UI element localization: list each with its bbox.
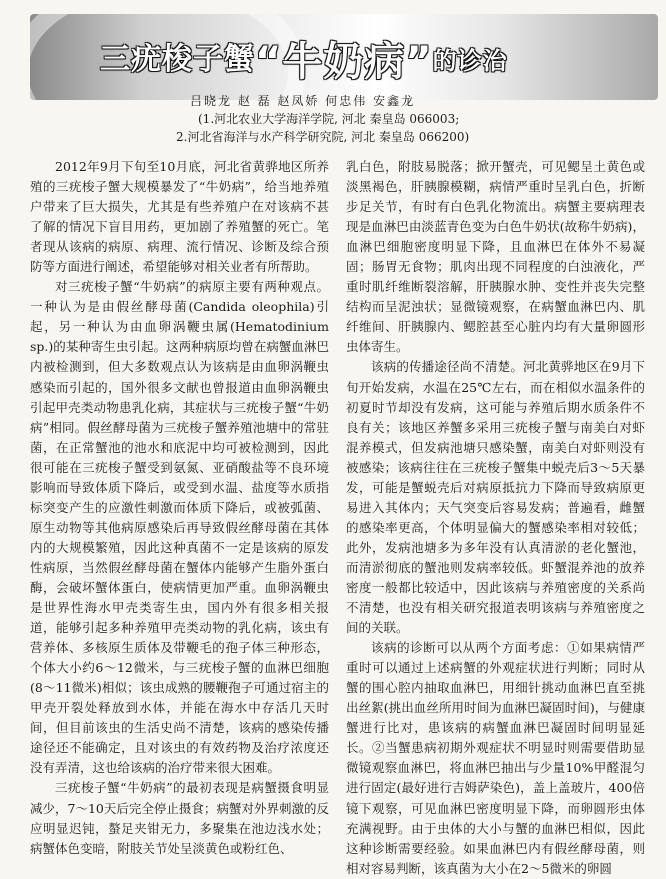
paragraph-intro: 2012年9月下旬至10月底，河北省黄骅地区所养殖的三疣梭子蟹大规模暴发了“牛奶病”，给当地养殖户带来了巨大损失，尤其是有些养殖户在对该病不甚了解的情况下盲目用药，更加剧了养殖蟹的死亡。笔者现从该病的病原、病理、流行情况、诊断及综合预防等方面进行阐述，希望能够对相关业者有所帮助。 [30,159,329,275]
author-line: 吕晓龙 赵 磊 赵凤娇 何忠伟 安鑫龙 [190,94,416,108]
title-part-treatment: 的诊治 [432,47,508,75]
title-quote-close: ” [405,39,433,85]
paragraph-diagnosis: 该病的诊断可以从两个方面考虑：①如果病情严重时可以通过上述病蟹的外观症状进行判断；同时从蟹的围心腔内抽取血淋巴，用细针挑动血淋巴直至挑出丝絮(挑出血丝所用时间为血淋巴凝固时间)，与健康蟹进行比对，患该病的病蟹血淋巴凝固时间明显延长。②当蟹患病初期外观症状不明显时则需要借助显微镜观察血淋巴，将血淋巴抽出与少量10%甲醛混匀进行固定(最好进行吉姆萨染色)，盖上盖玻片，400倍镜下观察，可见血淋巴密度明显下降，而卵圆形虫体充满视野。由于虫体的大小与蟹的血淋巴相似，因此这种诊断需要经验。如果血淋巴内有假丝酵母菌，则相对容易判断，该真菌为大小在2～5微米的卵圆 [346,640,645,876]
body-column-left [30,157,329,855]
paragraph-epidemiology: 该病的传播途径尚不清楚。河北黄骅地区在9月下旬开始发病，水温在25℃左右，而在相似水温条件的初夏时节却没有发病，这可能与养殖后期水质条件不良有关；该地区养蟹多采用三疣梭子蟹与南美白对虾混养模式，但发病池塘只感染蟹，南美白对虾则没有被感染；该病往往在三疣梭子蟹集中蜕壳后3～5天暴发，可能是蟹蜕壳后对病原抵抗力下降而导致病原更易进入其体内；天气突变后容易发病；普遍看，雌蟹的感染率更高，个体明显偏大的蟹感染率相对较低；此外，发病池塘多为多年没有认真清淤的老化蟹池，而清淤彻底的蟹池则发病率较低。虾蟹混养池的放养密度一般都比较适中，因此该病与养殖密度的关系尚不清楚，也没有相关研究报道表明该病与养殖密度之间的关联。 [346,359,645,636]
title-part-disease: 牛奶病 [282,39,406,85]
paragraph-pathology: 乳白色，附肢易脱落；掀开蟹壳，可见鳃呈土黄色或淡黑褐色，肝胰腺模糊，病情严重时呈乳白色，折断步足关节，有时有白色乳化物流出。病蟹主要病理表现是血淋巴由淡蓝青色变为白色牛奶状(故称牛奶病)，血淋巴细胞密度明显下降，且血淋巴在体外不易凝固；肠胃无食物；肌肉出现不同程度的白浊液化，严重时肌纤维断裂溶解，肝胰腺水肿、变性并丧失完整结构而呈泥浊状；显微镜观察，在病蟹血淋巴内、肌纤维间、肝胰腺内、鳃腔甚至心脏内均有大量卵圆形虫体寄生。 [346,159,645,355]
affiliation-1: (1.河北农业大学海洋学院, 河北 秦皇岛 066003; [198,112,460,126]
paragraph-pathogen: 对三疣梭子蟹“牛奶病”的病原主要有两种观点。一种认为是由假丝酵母菌(Candida oleophila)引起，另一种认为由血卵涡鞭虫属(Hematodinium sp.)的某种寄生虫引起。这两种病原均曾在病蟹血淋巴内被检测到，但大多数观点认为该病是由血卵涡鞭虫感染而引起的，国外很多文献也曾报道由血卵涡鞭虫引起甲壳类动物患乳化病，其症状与三疣梭子蟹“牛奶病”相同。假丝酵母菌为三疣梭子蟹养殖池塘中的常驻菌，在正常蟹池的池水和底泥中均可被检测到，因此很可能在三疣梭子蟹受到氨氮、亚硝酸盐等不良环境影响而导致体质下降后，或受到水温、盐度等水质指标突变产生的应激性刺激而体质下降后，或被弧菌、原生动物等其他病原感染后再导致假丝酵母菌在其体内的大规模繁殖，因此这种真菌不一定是该病的原发性病原，当然假丝酵母菌在蟹体内能够产生脂外蛋白酶，会破坏蟹体蛋白，使病情更加严重。血卵涡鞭虫是世界性海水甲壳类寄生虫，国内外有很多相关报道，能够引起多种养殖甲壳类动物的乳化病，该虫有营养体、多核原生质体及带鞭毛的孢子体三种形态，个体大小约6～12微米，与三疣梭子蟹的血淋巴细胞(8～11微米)相似；该虫成熟的腰鞭孢子可通过宿主的甲壳开裂处释放到水体，并能在海水中存活几天时间，但目前该虫的生活史尚不清楚，该病的感染传播途径还不能确定，且对该虫的有效药物及治疗浓度还没有弄清，这也给该病的治疗带来很大困难。 [30,279,329,776]
affiliation-2: 2.河北省海洋与水产科学研究院, 河北 秦皇岛 066200) [176,130,470,144]
article-title [100,24,620,85]
title-quote-open: “ [255,39,283,85]
title-part-species: 三疣梭子蟹 [100,42,255,77]
body-column-right [346,157,645,876]
paragraph-symptoms: 三疣梭子蟹“牛奶病”的最初表现是病蟹摄食明显减少，7～10天后完全停止摄食；病蟹对外界刺激的反应明显迟钝，螯足夹钳无力，多聚集在池边浅水处；病蟹体色变暗，附肢关节处呈淡黄色或粉红色、 [30,780,329,856]
